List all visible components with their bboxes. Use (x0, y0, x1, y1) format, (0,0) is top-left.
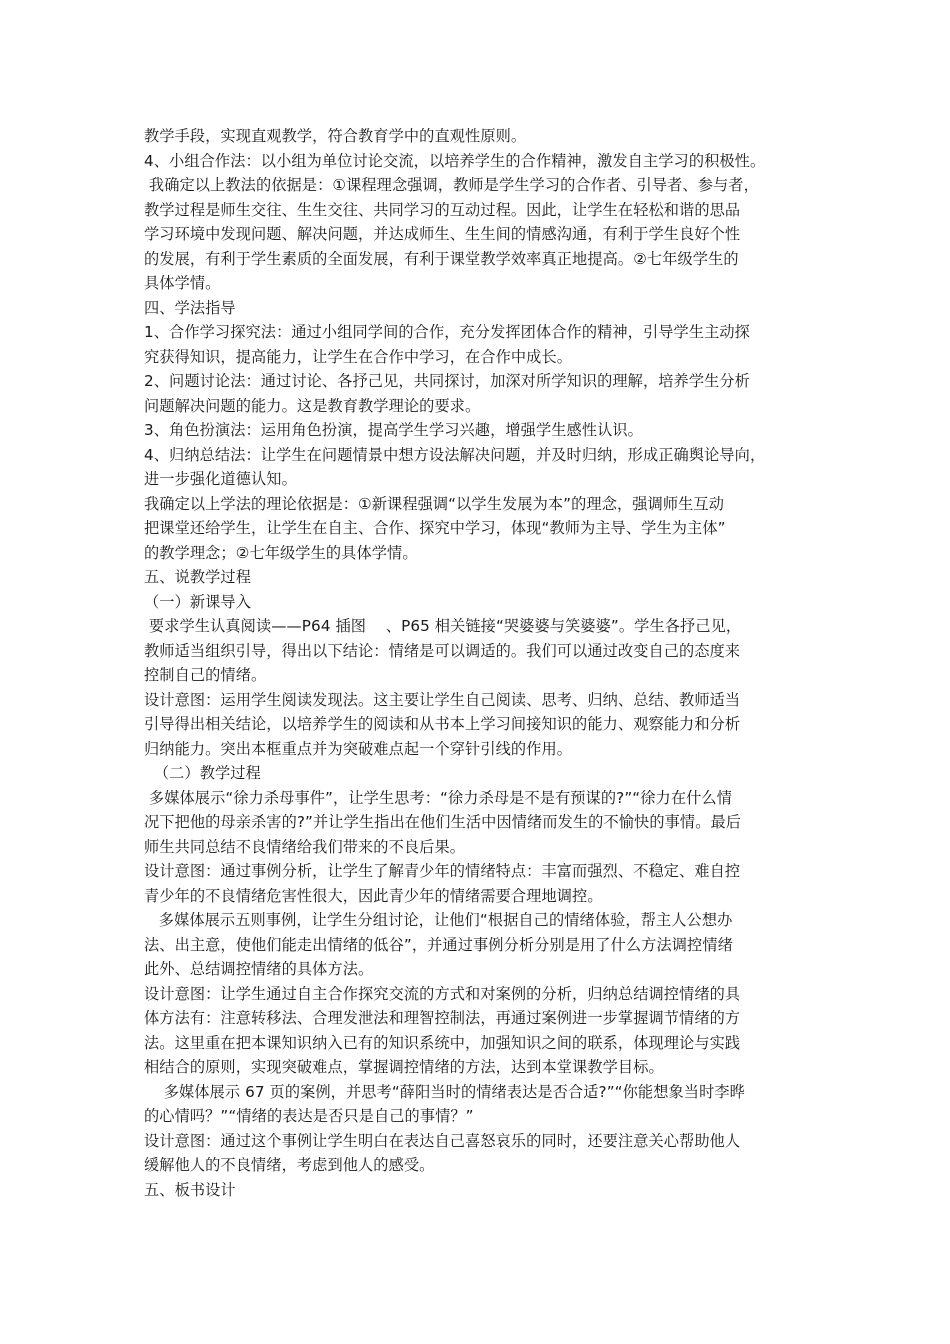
text-line: 1、合作学习探究法：通过小组同学间的合作，充分发挥团体合作的精神，引导学生主动探 (144, 323, 750, 341)
text-line: 我确定以上学法的理论依据是：①新课程强调“以学生发展为本”的理念，强调师生互动 (144, 494, 725, 513)
text-line: 4、小组合作法：以小组为单位讨论交流，以培养学生的合作精神，激发自主学习的积极性。 (144, 151, 766, 170)
document-body (144, 124, 816, 1202)
text-line: 教师适当组织引导，得出以下结论：情绪是可以调适的。我们可以通过改变自己的态度来 (144, 641, 741, 660)
text-line: 教学过程是师生交往、生生交往、共同学习的互动过程。因此，让学生在轻松和谐的思品 (144, 200, 741, 219)
text-line: （二）教学过程 (144, 764, 261, 782)
text-line: 引导得出相关结论，以培养学生的阅读和从书本上学习间接知识的能力、观察能力和分析 (144, 715, 741, 733)
text-line: 的教学理念；②七年级学生的具体学情。 (144, 543, 418, 562)
text-line: 归纳能力。突出本框重点并为突破难点起一个穿针引线的作用。 (144, 739, 573, 758)
text-line: 究获得知识，提高能力，让学生在合作中学习，在合作中成长。 (144, 347, 573, 366)
text-line: 四、学法指导 (144, 298, 236, 317)
text-line: 五、说教学过程 (144, 568, 252, 586)
text-line: 设计意图：运用学生阅读发现法。这主要让学生自己阅读、思考、归纳、总结、教师适当 (144, 690, 741, 709)
text-line: 多媒体展示五则事例，让学生分组讨论，让他们“根据自己的情绪体验，帮主人公想办 (144, 911, 733, 929)
text-line: 具体学情。 (144, 274, 221, 292)
text-line: 况下把他的母亲杀害的?”并让学生指出在他们生活中因情绪而发生的不愉快的事情。最后 (144, 813, 742, 831)
text-line: 体方法有：注意转移法、合理发泄法和理智控制法，再通过案例进一步掌握调节情绪的方 (144, 1009, 741, 1027)
text-line: 4、归纳总结法：让学生在问题情景中想方设法解决问题，并及时归纳，形成正确舆论导向， (144, 445, 766, 464)
text-line: 进一步强化道德认知。 (144, 470, 297, 488)
text-line: 学习环境中发现问题、解决问题，并达成师生、生生间的情感沟通，有利于学生良好个性 (144, 225, 741, 243)
text-line: 缓解他人的不良情绪，考虑到他人的感受。 (144, 1156, 435, 1174)
text-line: 法、出主意，使他们能走出情绪的低谷”，并通过事例分析分别是用了什么方法调控情绪 (144, 935, 733, 954)
text-line: 设计意图：通过事例分析，让学生了解青少年的情绪特点：丰富而强烈、不稳定、难自控 (144, 862, 741, 880)
text-line: 多媒体展示“徐力杀母事件”，让学生思考：“徐力杀母是不是有预谋的?”“徐力在什么情 (144, 788, 732, 807)
text-line: 把课堂还给学生，让学生在自主、合作、探究中学习，体现“教师为主导、学生为主体” (144, 519, 726, 537)
text-line: 3、角色扮演法：运用角色扮演，提高学生学习兴趣，增强学生感性认识。 (144, 421, 643, 439)
text-line: 我确定以上教法的依据是：①课程理念强调，教师是学生学习的合作者、引导者、参与者， (144, 176, 759, 194)
text-line: 设计意图：让学生通过自主合作探究交流的方式和对案例的分析，归纳总结调控情绪的具 (144, 984, 741, 1003)
text-line: 的发展，有利于学生素质的全面发展，有利于课堂教学效率真正地提高。②七年级学生的 (144, 249, 739, 268)
text-line: 青少年的不良情绪危害性很大，因此青少年的情绪需要合理地调控。 (144, 886, 603, 905)
text-line: 的心情吗？”“情绪的表达是否只是自己的事情？” (144, 1107, 474, 1125)
text-line: 设计意图：通过这个事例让学生明白在表达自己喜怒哀乐的同时，还要注意关心帮助他人 (144, 1131, 741, 1150)
text-line: 问题解决问题的能力。这是教育教学理论的要求。 (144, 396, 481, 415)
text-line: 控制自己的情绪。 (144, 666, 267, 684)
text-line: 2、问题讨论法：通过讨论、各抒己见，共同探讨，加深对所学知识的理解，培养学生分析 (144, 372, 750, 390)
text-line: 多媒体展示 67 页的案例，并思考“薛阳当时的情绪表达是否合适?”“你能想象当时李晔 (144, 1082, 745, 1101)
text-line: 法。这里重在把本课知识纳入已有的知识系统中，加强知识之间的联系，体现理论与实践 (144, 1033, 741, 1052)
text-line: 要求学生认真阅读——P64 插图 、P65 相关链接“哭婆婆与笑婆婆”。学生各抒己见， (144, 617, 742, 635)
text-line: 教学手段，实现直观教学，符合教育学中的直观性原则。 (144, 127, 527, 145)
text-line: 五、板书设计 (144, 1180, 236, 1199)
text-line: 相结合的原则，实现突破难点，掌握调控情绪的方法，达到本堂课教学目标。 (144, 1058, 664, 1076)
text-line: 师生共同总结不良情绪给我们带来的不良后果。 (144, 837, 466, 856)
text-line: （一）新课导入 (144, 592, 252, 611)
text-line: 此外、总结调控情绪的具体方法。 (144, 960, 374, 978)
